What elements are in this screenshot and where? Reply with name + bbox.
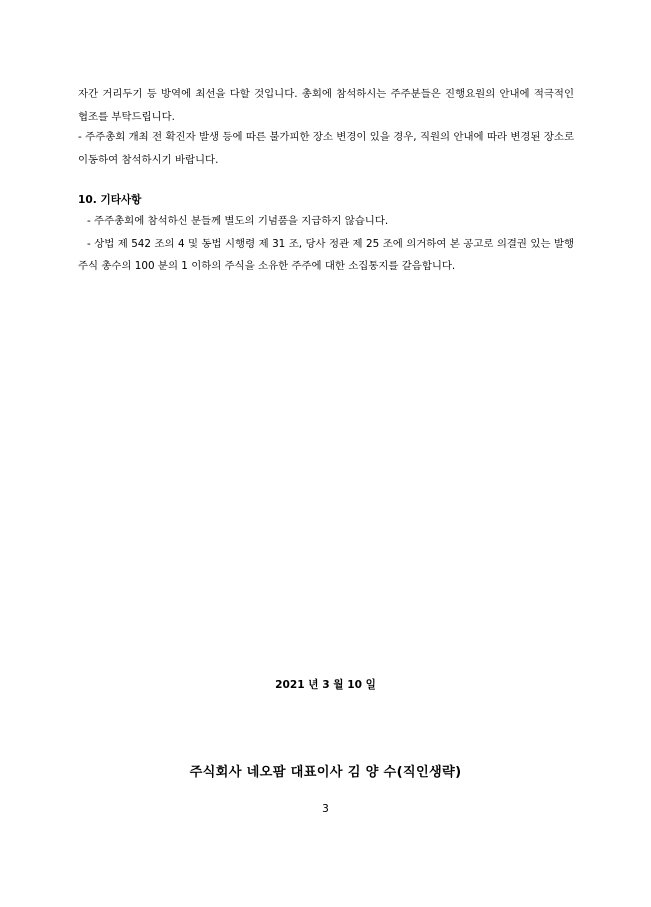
announcement-date: 2021 년 3 월 10 일 [275, 679, 376, 691]
section-10-title: 10. 기타사항 [78, 194, 142, 206]
company-signature: 주식회사 네오팜 대표이사 김 양 수(직인생략) [189, 765, 462, 780]
paragraph-continuation: 자간 거리두기 등 방역에 최선을 다할 것입니다. 총회에 참석하시는 주주분들은 진행요원의 안내에 적극적인 협조를 부탁드립니다. [78, 88, 574, 123]
section-10-item-notice-substitution: - 상법 제 542 조의 4 및 동법 시행령 제 31 조, 당사 정관 제 25 조에 의거하여 본 공고로 의결권 있는 발행주식 총수의 100 분의 1 이하의 주식을 소유한 주주에 대한 소집통지를 갈음합니다. [78, 238, 574, 272]
section-10-item-souvenir: - 주주총회에 참석하신 분들께 별도의 기념품을 지급하지 않습니다. [87, 215, 389, 227]
venue-change-note: - 주주총회 개최 전 확진자 발생 등에 따른 불가피한 장소 변경이 있을 경우, 직원의 안내에 따라 변경된 장소로 이동하여 참석하시기 바랍니다. [78, 131, 574, 166]
page-number: 3 [322, 803, 329, 815]
